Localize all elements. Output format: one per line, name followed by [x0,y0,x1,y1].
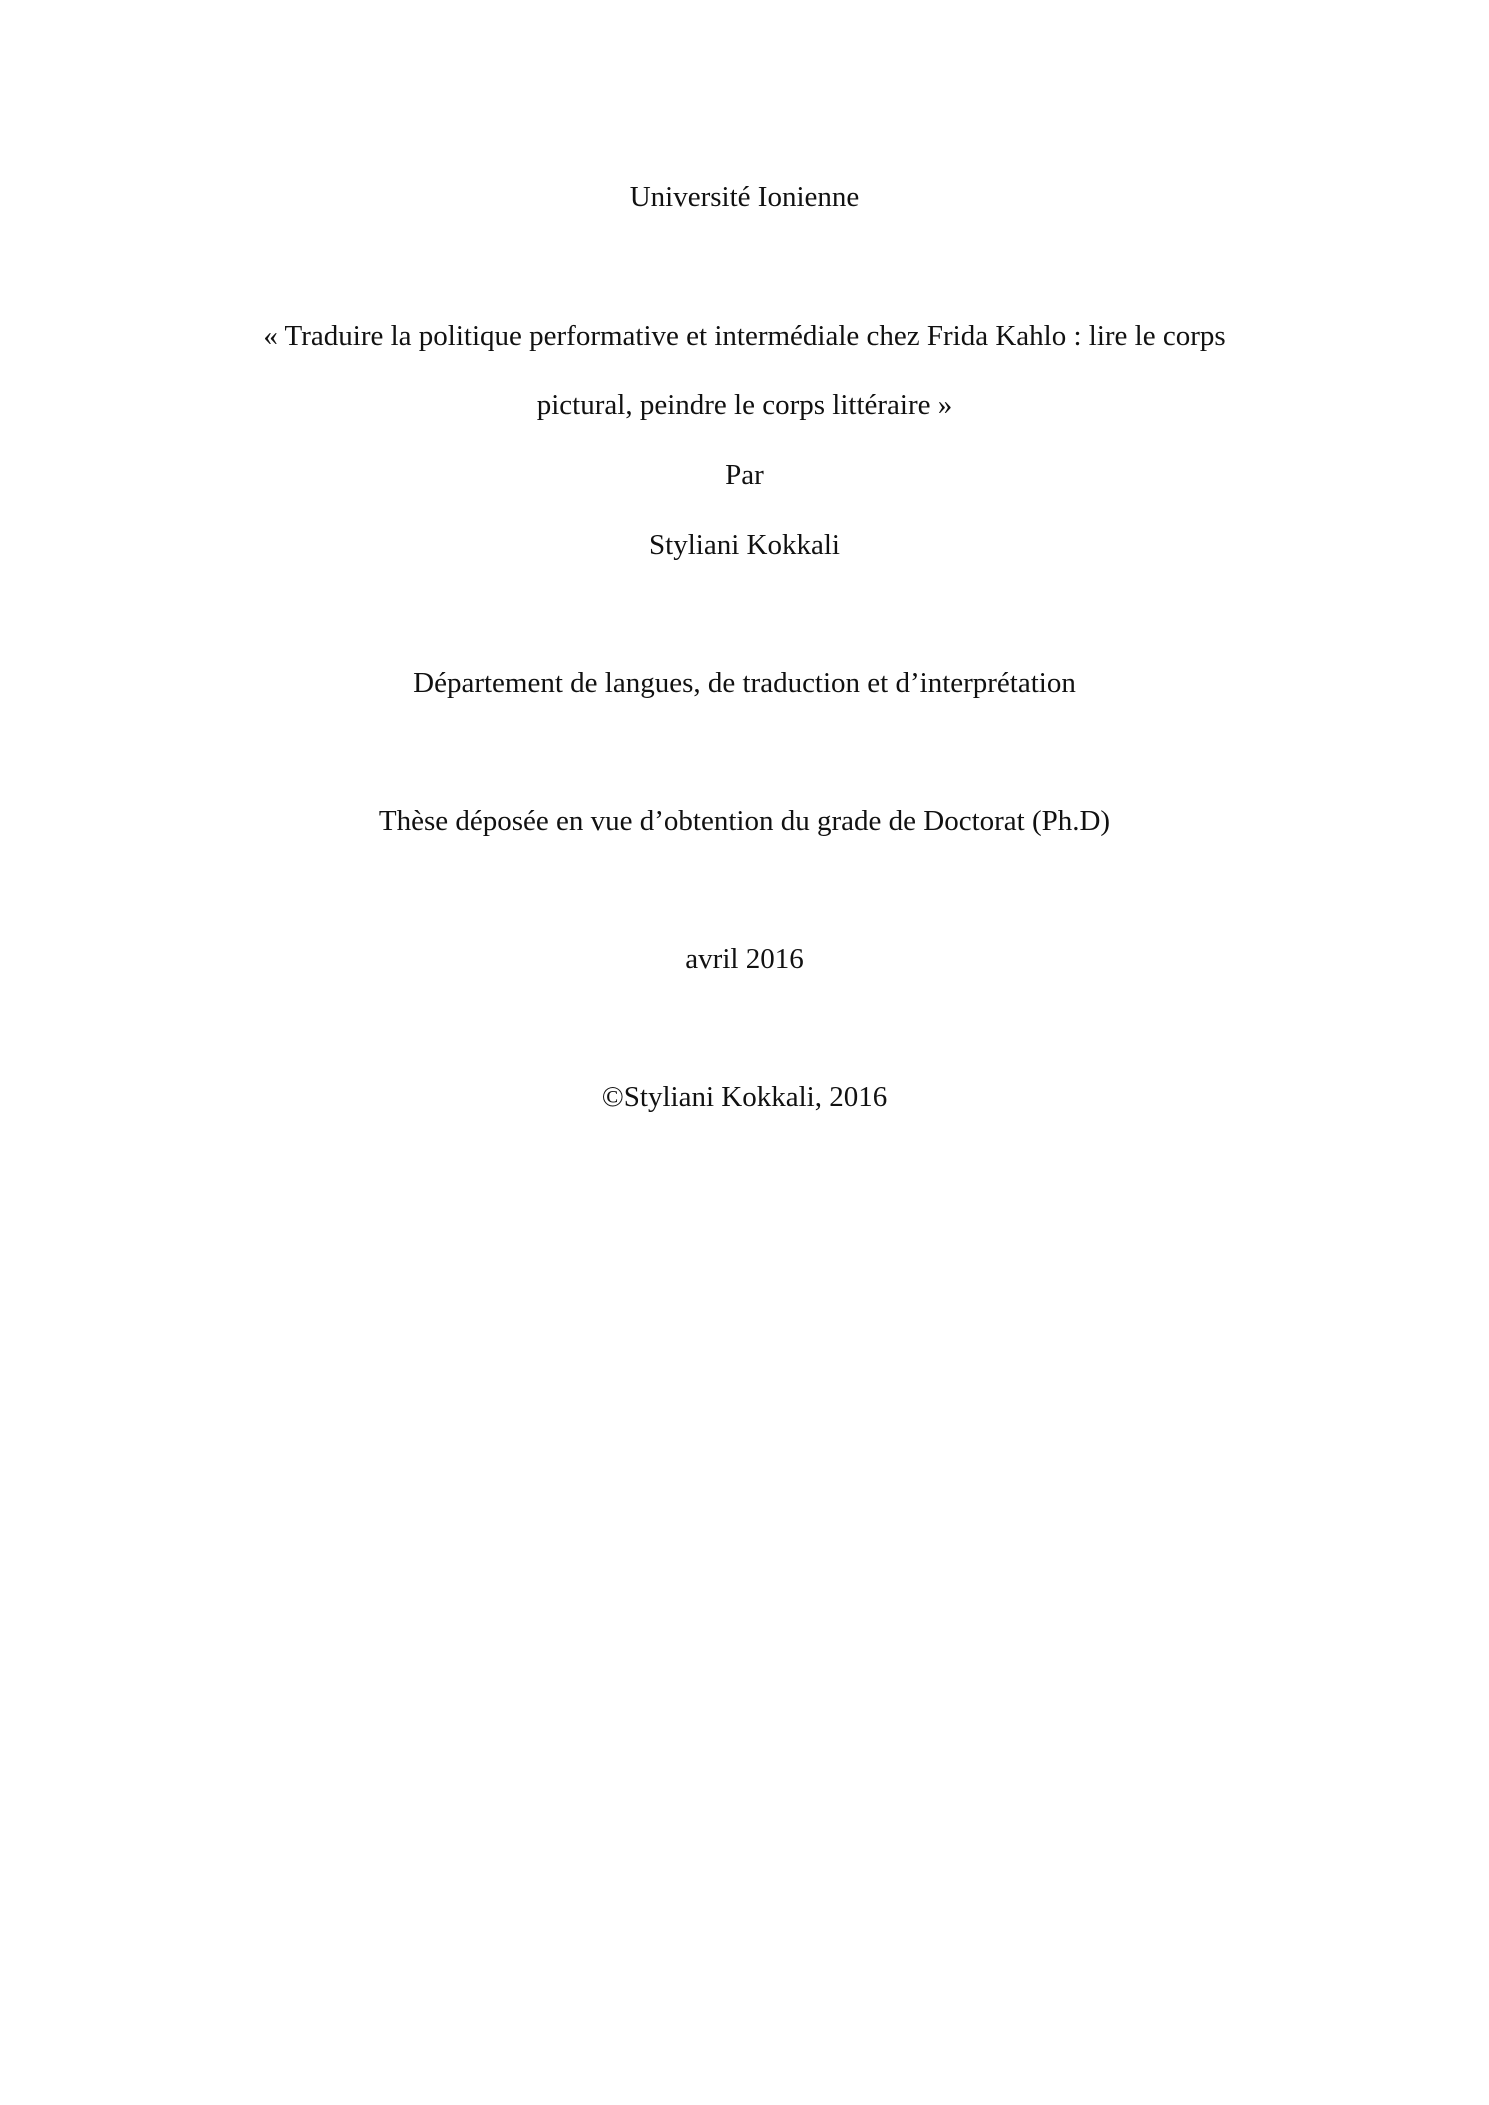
thesis-title-line-2: pictural, peindre le corps littéraire » [536,389,953,421]
submission-date: avril 2016 [685,943,804,975]
university-name: Université Ionienne [629,181,860,213]
copyright-notice: ©Styliani Kokkali, 2016 [601,1081,888,1113]
by-label: Par [725,459,764,491]
thesis-statement: Thèse déposée en vue d’obtention du grade de Doctorat (Ph.D) [378,805,1111,837]
department-name: Département de langues, de traduction et d’interprétation [413,667,1076,699]
author-name: Styliani Kokkali [649,529,840,561]
thesis-title-line-1: « Traduire la politique performative et intermédiale chez Frida Kahlo : lire le corps [263,320,1226,352]
